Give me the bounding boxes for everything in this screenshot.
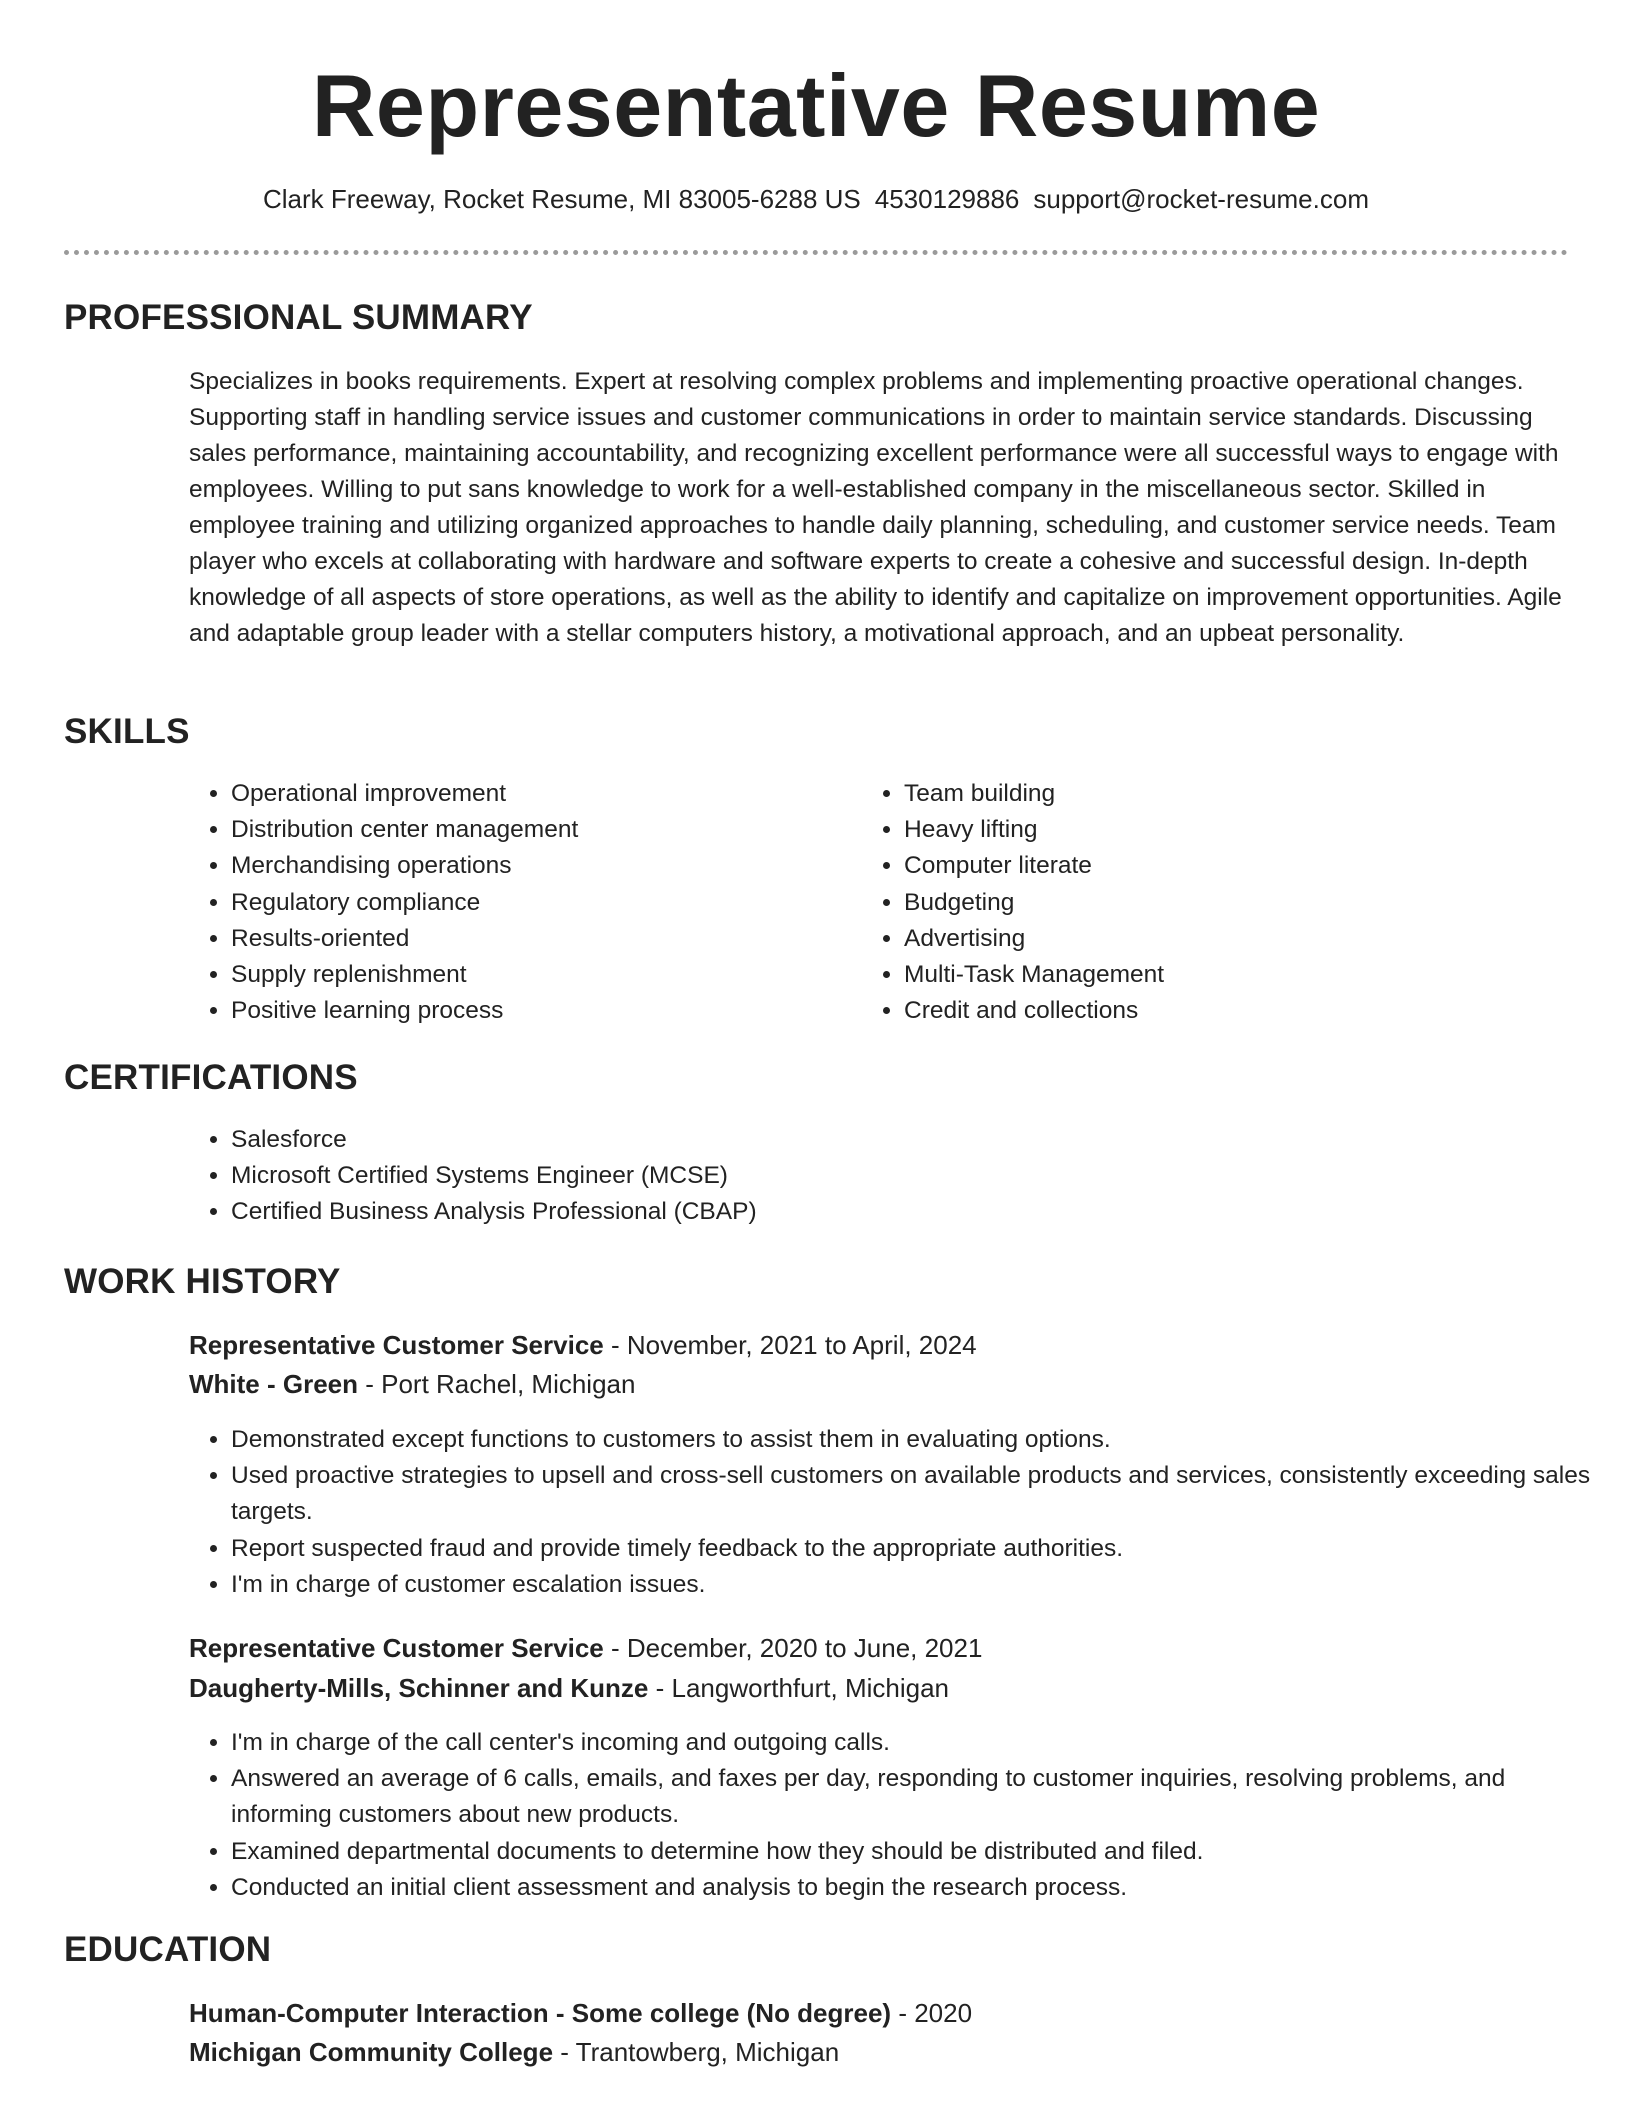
section-heading-certifications: CERTIFICATIONS xyxy=(64,1058,358,1097)
section-heading-work-history: WORK HISTORY xyxy=(64,1262,341,1301)
list-item: • Regulatory compliance xyxy=(231,885,851,921)
list-item: • Report suspected fraud and provide timely feedback to the appropriate authorities. xyxy=(231,1531,1601,1567)
list-item: • Operational improvement xyxy=(231,776,851,812)
section-heading-skills: SKILLS xyxy=(64,712,190,751)
list-item: • Credit and collections xyxy=(904,993,1584,1029)
job-title: Representative Customer Service xyxy=(189,1330,604,1360)
certifications-list xyxy=(187,1122,1611,1231)
contact-address: Clark Freeway, Rocket Resume, MI 83005-6288 US xyxy=(263,184,861,214)
job-company-line xyxy=(189,1668,949,1708)
list-item: • Answered an average of 6 calls, emails, and faxes per day, responding to customer inquiries, resolving problems, and informing customers about new products. xyxy=(231,1761,1601,1833)
list-item: • Advertising xyxy=(904,921,1584,957)
list-item: • Conducted an initial client assessment and analysis to begin the research process. xyxy=(231,1870,1601,1906)
education-school-line xyxy=(189,2032,839,2072)
list-item: • Budgeting xyxy=(904,885,1584,921)
job-company: Daugherty-Mills, Schinner and Kunze xyxy=(189,1673,649,1703)
contact-phone: 4530129886 xyxy=(874,184,1020,214)
list-item: • Computer literate xyxy=(904,848,1584,884)
list-item: • Used proactive strategies to upsell and cross-sell customers on available products and services, consistently exceeding sales targets. xyxy=(231,1458,1601,1530)
education-school: Michigan Community College xyxy=(189,2037,554,2067)
skills-list-left xyxy=(187,776,851,1029)
summary-text: Specializes in books requirements. Expert at resolving complex problems and implementing proactive operational changes. Supporting staff in handling service issues and customer communications in order to maintain service standards. Discussing sales performance, maintaining accountability, and recognizing excellent performance were all successful ways to engage with employees. Willing to put sans knowledge to work for a well-established company in the miscellaneous sector. Skilled in employee training and utilizing organized approaches to handle daily planning, scheduling, and customer service needs. Team player who excels at collaborating with hardware and software experts to create a cohesive and successful design. In-depth knowledge of all aspects of store operations, as well as the ability to identify and capitalize on improvement opportunities. Agile and adaptable group leader with a stellar computers history, a motivational approach, and an upbeat personality. xyxy=(189,368,1562,647)
skills-list-right xyxy=(860,776,1584,1029)
page-title: Representative Resume xyxy=(311,56,1321,155)
list-item: • Examined departmental documents to determine how they should be distributed and filed. xyxy=(231,1834,1601,1870)
list-item: • Positive learning process xyxy=(231,993,851,1029)
education-degree: Human-Computer Interaction - Some college (No degree) xyxy=(189,1998,892,2028)
job-company-line xyxy=(189,1364,635,1404)
job-title-line xyxy=(189,1325,977,1365)
job-title-line xyxy=(189,1628,982,1668)
job-dates: - December, 2020 to June, 2021 xyxy=(603,1633,983,1663)
list-item: • Results-oriented xyxy=(231,921,851,957)
list-item: • Distribution center management xyxy=(231,812,851,848)
job-title: Representative Customer Service xyxy=(189,1633,604,1663)
list-item: • Demonstrated except functions to customers to assist them in evaluating options. xyxy=(231,1422,1601,1458)
list-item: • Team building xyxy=(904,776,1584,812)
list-item: • Merchandising operations xyxy=(231,848,851,884)
education-year: - 2020 xyxy=(891,1998,973,2028)
job-bullets xyxy=(187,1422,1601,1603)
job-bullets xyxy=(187,1725,1601,1906)
contact-line xyxy=(0,182,1632,216)
list-item: • Salesforce xyxy=(231,1122,1611,1158)
education-degree-line xyxy=(189,1993,972,2033)
job-dates: - November, 2021 to April, 2024 xyxy=(603,1330,977,1360)
education-location: - Trantowberg, Michigan xyxy=(553,2037,840,2067)
section-heading-summary: PROFESSIONAL SUMMARY xyxy=(64,298,533,337)
list-item: • Supply replenishment xyxy=(231,957,851,993)
list-item: • I'm in charge of customer escalation issues. xyxy=(231,1567,1601,1603)
contact-email: support@rocket-resume.com xyxy=(1033,184,1369,214)
header-divider xyxy=(64,250,1568,255)
list-item: • Certified Business Analysis Professional (CBAP) xyxy=(231,1194,1611,1230)
list-item: • Microsoft Certified Systems Engineer (MCSE) xyxy=(231,1158,1611,1194)
job-location: - Langworthfurt, Michigan xyxy=(648,1673,949,1703)
list-item: • Multi-Task Management xyxy=(904,957,1584,993)
section-heading-education: EDUCATION xyxy=(64,1930,272,1969)
job-location: - Port Rachel, Michigan xyxy=(358,1369,636,1399)
list-item: • Heavy lifting xyxy=(904,812,1584,848)
list-item: • I'm in charge of the call center's incoming and outgoing calls. xyxy=(231,1725,1601,1761)
job-company: White - Green xyxy=(189,1369,359,1399)
